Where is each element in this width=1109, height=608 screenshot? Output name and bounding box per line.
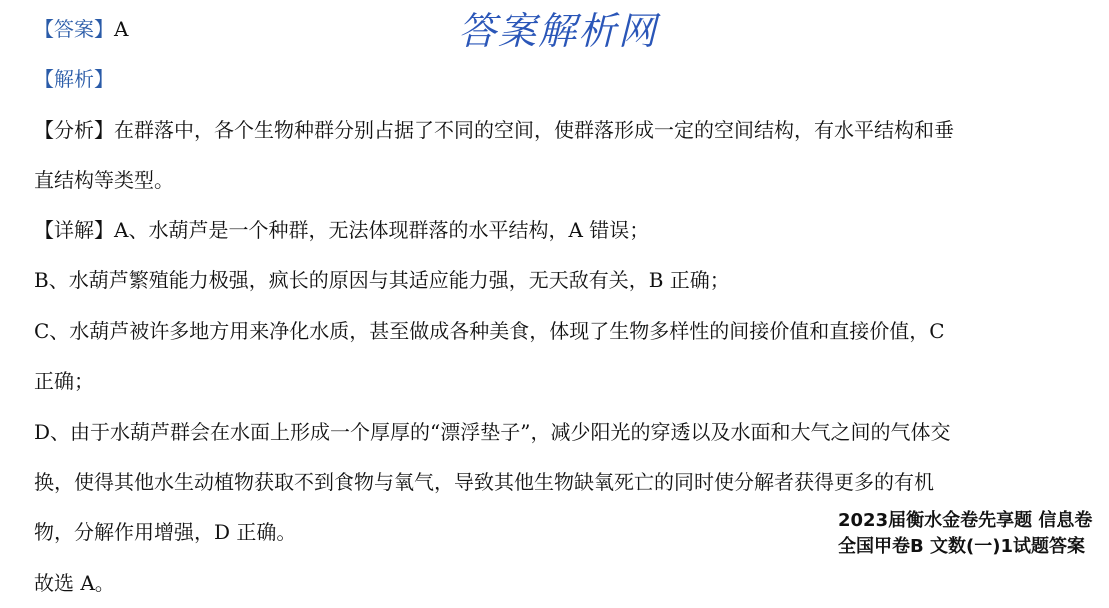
option-d-line-2: 换，使得其他水生动植物获取不到食物与氧气，导致其他生物缺氧死亡的同时使分解者获得更多的有机 — [34, 470, 934, 494]
answer-value: A — [114, 17, 129, 41]
answer-label: 【答案】 — [34, 17, 114, 41]
analysis-line-2: 直结构等类型。 — [34, 168, 174, 192]
option-d-line-3: 物，分解作用增强，D 正确。 — [34, 520, 297, 544]
analysis-heading: 【解析】 — [34, 67, 114, 91]
option-d-line-1: D、由于水葫芦群会在水面上形成一个厚厚的“漂浮垫子”，减少阳光的穿透以及水面和大气之间的气体交 — [34, 420, 951, 444]
answer-line — [34, 17, 128, 41]
document-title-caption: 2023届衡水金卷先享题 信息卷 全国甲卷B 文数(一)1试题答案 — [838, 510, 1093, 557]
conclusion-line: 故选 A。 — [34, 571, 115, 595]
detail-line-1: 【详解】A、水葫芦是一个种群，无法体现群落的水平结构，A 错误； — [34, 218, 650, 242]
option-c-line-1: C、水葫芦被许多地方用来净化水质，甚至做成各种美食，体现了生物多样性的间接价值和直接价值，C — [34, 319, 945, 343]
site-watermark: 答案解析网 — [458, 9, 659, 53]
analysis-line-1: 【分析】在群落中，各个生物种群分别占据了不同的空间，使群落形成一定的空间结构，有水平结构和垂 — [34, 118, 954, 142]
option-b-line: B、水葫芦繁殖能力极强，疯长的原因与其适应能力强，无天敌有关，B 正确； — [34, 268, 730, 292]
option-c-line-2: 正确； — [34, 369, 94, 393]
